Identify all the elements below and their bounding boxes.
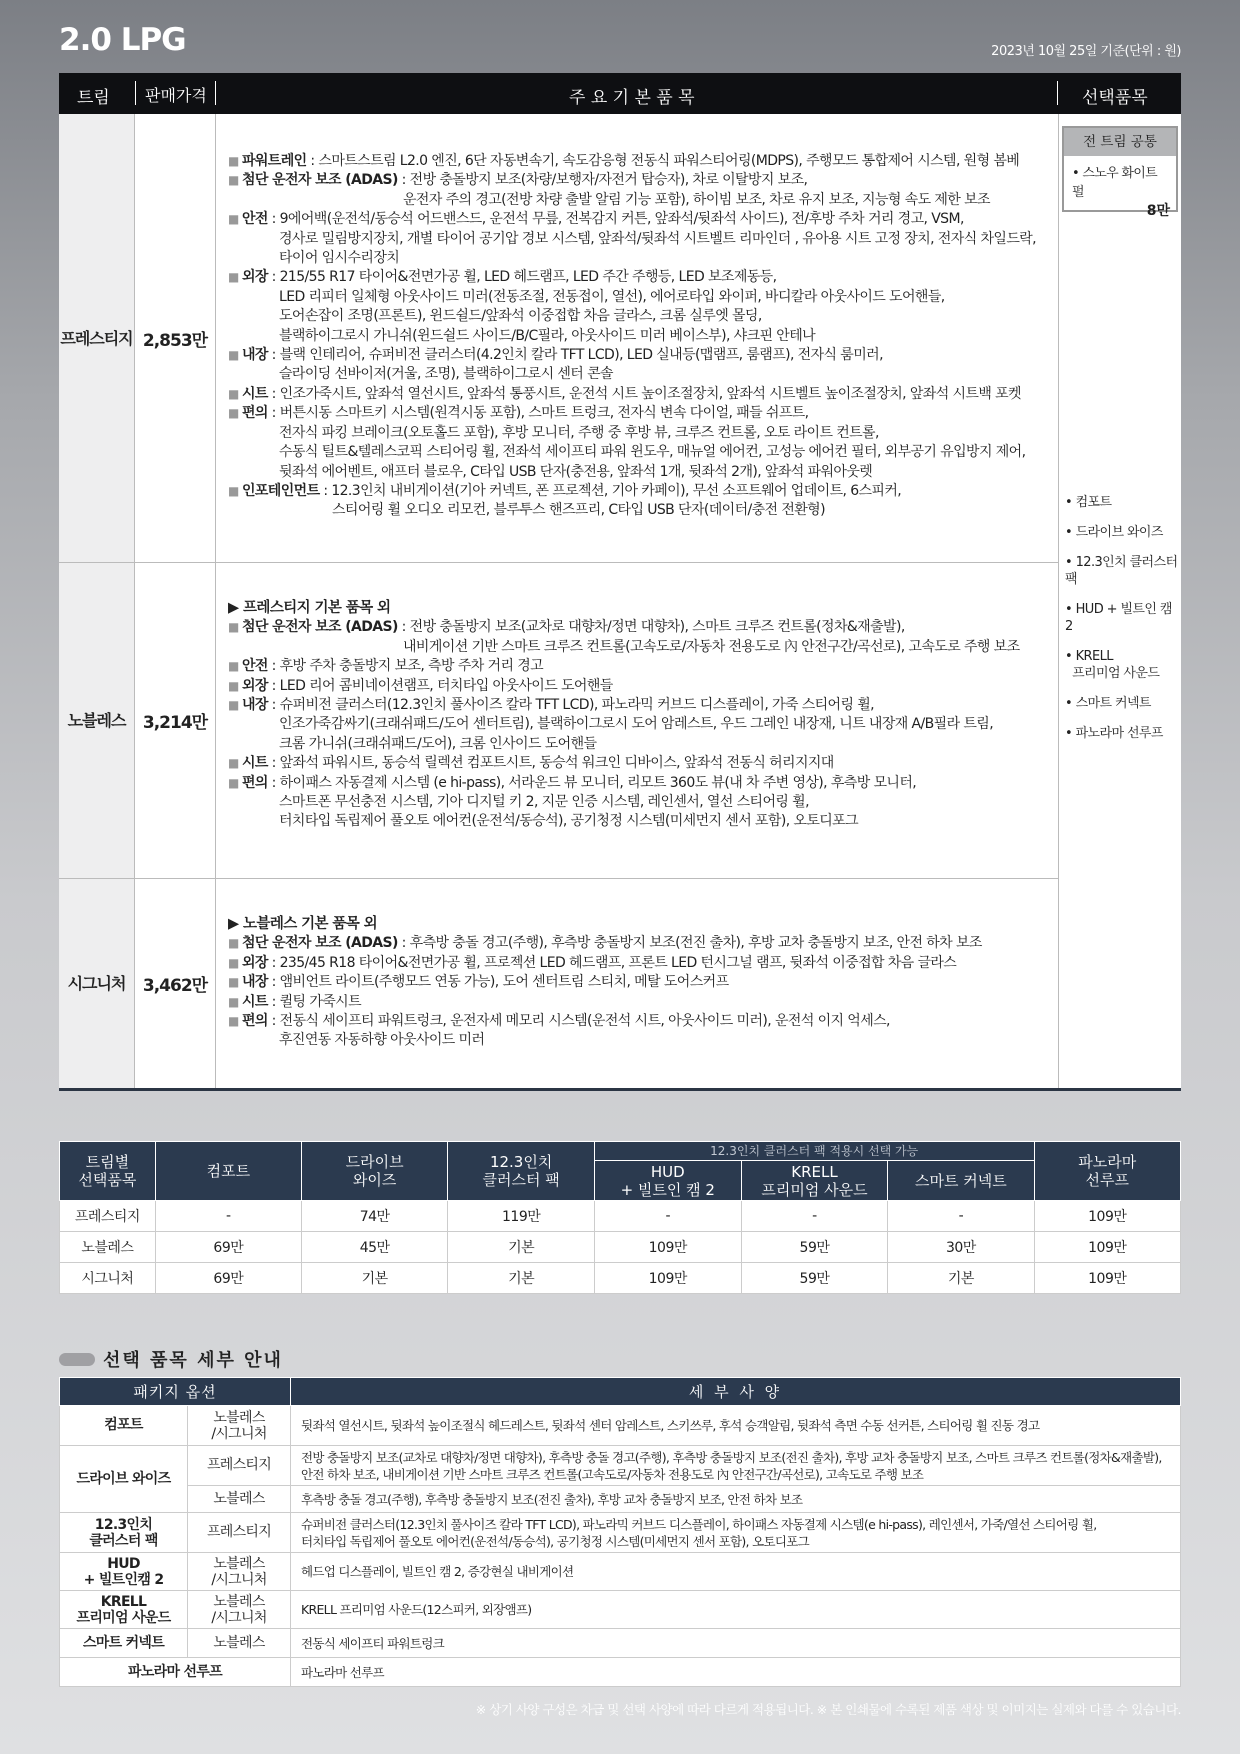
col-header-group: 12.3인치 클러스터 팩 적용시 선택 가능 <box>594 1142 1034 1161</box>
col-header-spec: 세 부 사 양 <box>291 1378 1181 1406</box>
cell: - <box>594 1201 741 1232</box>
table-row <box>60 1263 1181 1294</box>
package-desc: 슈퍼비전 클러스터(12.3인치 풀사이즈 칼라 TFT LCD), 파노라믹 커브드 디스플레이, 하이패스 자동결제 시스템(e hi-pass), 레인센서, 가죽/열선 스티어링 휠, 터치타입 독립제어 풀오토 에어컨(운전석/동승석), 공기청정 시스템(미세먼지 센서 포함), 오토디포그 <box>291 1513 1181 1553</box>
bullet-square-icon: ■ <box>228 1014 242 1029</box>
feature-category: 내장 <box>241 347 268 364</box>
feature-line <box>228 346 1052 365</box>
trim-name: 노블레스 <box>67 711 126 730</box>
feature-text: 블랙하이그로시 가니쉬(윈드쉴드 사이드/B/C필라, 아웃사이드 미러 베이스부), 샤크핀 안테나 <box>279 327 816 344</box>
option-item: • 컴포트 <box>1065 495 1112 510</box>
cell: 59만 <box>741 1263 888 1294</box>
feature-line <box>228 501 1052 520</box>
feature-text: : 하이패스 자동결제 시스템 (e hi-pass), 서라운드 뷰 모니터, 리모트 360도 뷰(내 차 주변 영상), 후측방 모니터, <box>267 774 917 791</box>
table-row <box>60 1486 1181 1513</box>
feature-text: : 후방 주차 충돌방지 보조, 측방 주차 거리 경고 <box>267 658 544 675</box>
option-column <box>1059 114 1181 1088</box>
package-trim: 노블레스 /시그니처 <box>188 1406 291 1446</box>
bullet-square-icon: ■ <box>228 173 242 188</box>
feature-category: 편의 <box>241 1013 268 1030</box>
cell: 109만 <box>1034 1232 1181 1263</box>
feature-text: 스마트폰 무선충전 시스템, 기아 디지털 키 2, 지문 인증 시스템, 레인센서, 열선 스티어링 휠, <box>279 794 809 811</box>
col-header-sunroof: 파노라마 선루프 <box>1034 1142 1181 1201</box>
option-item: • KRELL 프리미엄 사운드 <box>1065 649 1160 681</box>
feature-list <box>228 152 1052 521</box>
feature-category: 안전 <box>241 211 268 228</box>
package-name: 드라이브 와이즈 <box>60 1446 188 1513</box>
feature-line <box>228 307 1052 326</box>
feature-line <box>228 638 1052 657</box>
feature-text: : LED 리어 콤비네이션램프, 터치타입 아웃사이드 도어핸들 <box>267 677 613 694</box>
feature-line <box>228 327 1052 346</box>
feature-text: : 스마트스트림 L2.0 엔진, 6단 자동변속기, 속도감응형 전동식 파워스티어링(MDPS), 주행모드 통합제어 시스템, 원형 봄베 <box>306 153 1020 169</box>
spec-table-header <box>59 73 1181 114</box>
bullet-square-icon: ■ <box>228 975 242 990</box>
bullet-square-icon: ■ <box>228 936 242 951</box>
feature-text: : 블랙 인테리어, 슈퍼비전 클러스터(4.2인치 칼라 TFT LCD), LED 실내등(맵램프, 룸램프), 전자식 룸미러, <box>267 347 883 364</box>
feature-line <box>228 171 1052 190</box>
package-desc: 파노라마 선루프 <box>291 1658 1181 1687</box>
table-row <box>60 1591 1181 1629</box>
feature-line <box>228 934 1052 953</box>
feature-cell <box>216 114 1059 562</box>
feature-line <box>228 993 1052 1012</box>
feature-line <box>228 288 1052 307</box>
feature-line <box>228 443 1052 462</box>
feature-category: 시트 <box>241 385 268 402</box>
option-price-table <box>59 1141 1181 1294</box>
option-list <box>1065 494 1181 755</box>
feature-text: 인조가죽감싸기(크래쉬패드/도어 센터트림), 블랙하이그로시 도어 암레스트, 우드 그레인 내장재, 니트 내장재 A/B필라 트림, <box>279 716 994 733</box>
feature-text: : 인조가죽시트, 앞좌석 열선시트, 앞좌석 통풍시트, 운전석 시트 높이조절장치, 앞좌석 시트벨트 높이조절장치, 앞좌석 시트백 포켓 <box>267 385 1021 402</box>
feature-text: : 235/45 R18 타이어&전면가공 휠, 프로젝션 LED 헤드램프, 프론트 LED 턴시그널 램프, 뒷좌석 이중접합 차음 글라스 <box>267 954 957 971</box>
feature-text: : 버튼시동 스마트키 시스템(원격시동 포함), 스마트 트렁크, 전자식 변속 다이얼, 패들 쉬프트, <box>267 405 809 422</box>
feature-text: 뒷좌석 에어벤트, 애프터 블로우, C타입 USB 단자(충전용, 앞좌석 1개, 뒷좌석 2개), 앞좌석 파워아웃렛 <box>279 463 873 480</box>
feature-category: 편의 <box>241 774 268 791</box>
feature-heading: ▶ 프레스티지 기본 품목 외 <box>228 600 391 616</box>
feature-category: 시트 <box>241 755 268 772</box>
feature-line <box>228 1031 1052 1050</box>
feature-category: 첨단 운전자 보조 (ADAS) <box>241 935 398 952</box>
feature-text: : 앞좌석 파워시트, 동승석 릴렉션 컴포트시트, 동승석 워크인 디바이스, 앞좌석 전동식 허리지지대 <box>267 755 834 772</box>
cell: 109만 <box>1034 1201 1181 1232</box>
common-option-box <box>1062 126 1178 219</box>
feature-line <box>228 812 1052 831</box>
package-trim: 프레스티지 <box>188 1446 291 1486</box>
bullet-square-icon: ■ <box>228 154 242 168</box>
feature-text: : 앰비언트 라이트(주행모드 연동 가능), 도어 센터트림 스티치, 메탈 도어스커프 <box>267 974 729 991</box>
feature-line <box>228 210 1052 229</box>
bullet-square-icon: ■ <box>228 483 242 498</box>
cell: 109만 <box>594 1263 741 1294</box>
feature-text: : 전동식 세이프티 파워트렁크, 운전자세 메모리 시스템(운전석 시트, 아웃사이드 미러), 운전석 이지 억세스, <box>267 1013 890 1030</box>
cell: 프레스티지 <box>60 1201 156 1232</box>
feature-line <box>228 793 1052 812</box>
table-row <box>60 1658 1181 1687</box>
col-header-trim: 트림별 선택품목 <box>60 1142 156 1201</box>
cell: 69만 <box>155 1232 301 1263</box>
package-desc: 뒷좌석 열선시트, 뒷좌석 높이조절식 헤드레스트, 뒷좌석 센터 암레스트, 스키쓰루, 후석 승객알림, 뒷좌석 측면 수동 선커튼, 스티어링 휠 진동 경고 <box>291 1406 1181 1446</box>
feature-category: 내장 <box>241 697 268 714</box>
common-option-header: 전 트림 공통 <box>1064 128 1176 156</box>
feature-text: LED 리피터 일체형 아웃사이드 미러(전동조절, 전동접이, 열선), 에어로타입 와이퍼, 바디칼라 아웃사이드 도어핸들, <box>279 288 945 305</box>
col-header-package: 패키지 옵션 <box>60 1378 291 1406</box>
feature-heading: ▶ 노블레스 기본 품목 외 <box>228 916 378 932</box>
bullet-square-icon: ■ <box>228 386 242 401</box>
feature-text: 수동식 틸트&텔레스코픽 스티어링 휠, 전좌석 세이프티 파워 윈도우, 매뉴얼 에어컨, 고성능 에어컨 필터, 외부공기 유입방지 제어, <box>279 444 1026 461</box>
option-item: • 스마트 커넥트 <box>1065 696 1151 711</box>
bullet-square-icon: ■ <box>228 775 242 790</box>
feature-text: 경사로 밀림방지장치, 개별 타이어 공기압 경보 시스템, 앞좌석/뒷좌석 시트벨트 리마인더 , 유아용 시트 고정 장치, 전자식 차일드락, <box>279 230 1037 247</box>
package-name: HUD + 빌트인캠 2 <box>60 1553 188 1591</box>
trim-cell <box>59 879 135 1088</box>
col-header-cluster-pack: 12.3인치 클러스터 팩 <box>448 1142 595 1201</box>
feature-text: 후진연동 자동하향 아웃사이드 미러 <box>279 1032 485 1049</box>
cell: 74만 <box>301 1201 447 1232</box>
feature-text: : 전방 충돌방지 보조(차량/보행자/자전거 탑승자), 차로 이탈방지 보조, <box>397 172 808 189</box>
cell: 기본 <box>448 1263 595 1294</box>
feature-text: 전자식 파킹 브레이크(오토홀드 포함), 후방 모니터, 주행 중 후방 뷰, 크루즈 컨트롤, 오토 라이트 컨트롤, <box>279 424 879 441</box>
feature-line <box>228 735 1052 754</box>
option-item: • 12.3인치 클러스터 팩 <box>1065 555 1178 587</box>
trim-cell <box>59 114 135 562</box>
feature-text: : 215/55 R17 타이어&전면가공 휠, LED 헤드램프, LED 주간 주행등, LED 보조제동등, <box>267 269 777 286</box>
cell: 기본 <box>448 1232 595 1263</box>
package-name: KRELL 프리미엄 사운드 <box>60 1591 188 1629</box>
bullet-square-icon: ■ <box>228 678 242 693</box>
feature-line <box>228 973 1052 992</box>
cell: 시그니처 <box>60 1263 156 1294</box>
option-item: • HUD + 빌트인 캠 2 <box>1065 602 1172 634</box>
bullet-square-icon: ■ <box>228 406 242 421</box>
package-name: 파노라마 선루프 <box>60 1658 291 1687</box>
option-item: • 드라이브 와이즈 <box>1065 525 1163 540</box>
feature-line <box>228 618 1052 637</box>
option-item: • 파노라마 선루프 <box>1065 726 1163 741</box>
cell: - <box>888 1201 1034 1232</box>
feature-text: 내비게이션 기반 스마트 크루즈 컨트롤(고속도로/자동차 전용도로 內 안전구간/곡선로), 고속도로 주행 보조 <box>403 638 1020 655</box>
bullet-square-icon: ■ <box>228 955 242 970</box>
package-trim: 노블레스 <box>188 1629 291 1658</box>
cell: 109만 <box>1034 1263 1181 1294</box>
package-trim: 노블레스 /시그니처 <box>188 1553 291 1591</box>
feature-line <box>228 191 1052 210</box>
table-row <box>60 1232 1181 1263</box>
cell: 기본 <box>301 1263 447 1294</box>
feature-category: 외장 <box>241 954 268 971</box>
feature-line <box>228 657 1052 676</box>
trim-cell <box>59 563 135 878</box>
feature-line <box>228 754 1052 773</box>
feature-line <box>228 268 1052 287</box>
section-bar <box>59 1353 95 1366</box>
header-price: 판매가격 <box>145 86 207 105</box>
feature-text: : 9에어백(운전석/동승석 어드밴스드, 운전석 무릎, 전복감지 커튼, 앞좌석/뒷좌석 사이드), 전/후방 주차 거리 경고, VSM, <box>267 211 964 228</box>
bullet-square-icon: ■ <box>228 756 242 771</box>
col-header-hud: HUD + 빌트인 캠 2 <box>594 1161 741 1201</box>
table-row <box>60 1513 1181 1553</box>
package-name: 12.3인치 클러스터 팩 <box>60 1513 188 1553</box>
bullet-square-icon: ■ <box>228 994 242 1009</box>
feature-category: 편의 <box>241 405 268 422</box>
trim-name: 시그니처 <box>67 974 126 993</box>
cell: 노블레스 <box>60 1232 156 1263</box>
common-option-price: 8만 <box>1146 203 1170 219</box>
feature-line <box>228 715 1052 734</box>
bullet-square-icon: ■ <box>228 659 242 674</box>
feature-text: 도어손잡이 조명(프론트), 윈드쉴드/앞좌석 이중접합 차음 글라스, 크롬 실루엣 몰딩, <box>279 308 762 325</box>
cell: - <box>155 1201 301 1232</box>
col-header-krell: KRELL 프리미엄 사운드 <box>741 1161 888 1201</box>
page-title: 2.0 LPG <box>59 22 186 58</box>
feature-line <box>228 774 1052 793</box>
feature-text: : 슈퍼비전 클러스터(12.3인치 풀사이즈 칼라 TFT LCD), 파노라믹 커브드 디스플레이, 가죽 스티어링 휠, <box>267 697 875 714</box>
price-cell <box>135 114 216 562</box>
feature-line <box>228 463 1052 482</box>
header-divider <box>215 81 216 105</box>
feature-list <box>228 599 1052 832</box>
package-desc: 후측방 충돌 경고(주행), 후측방 충돌방지 보조(전진 출차), 후방 교차 충돌방지 보조, 안전 하차 보조 <box>291 1486 1181 1513</box>
package-name: 컴포트 <box>60 1406 188 1446</box>
cell: 45만 <box>301 1232 447 1263</box>
feature-line <box>228 954 1052 973</box>
bullet-square-icon: ■ <box>228 348 242 363</box>
col-header-drive-wise: 드라이브 와이즈 <box>301 1142 447 1201</box>
bullet-square-icon: ■ <box>228 620 242 635</box>
feature-cell <box>216 879 1059 1088</box>
bullet-square-icon: ■ <box>228 698 242 713</box>
trim-price: 3,462만 <box>142 976 208 996</box>
feature-cell <box>216 563 1059 878</box>
feature-category: 외장 <box>241 677 268 694</box>
cell: 30만 <box>888 1232 1034 1263</box>
spec-table-body <box>59 114 1181 1088</box>
header-divider <box>1057 81 1058 105</box>
feature-text: 크롬 가니쉬(크래쉬패드/도어), 크롬 인사이드 도어핸들 <box>279 735 597 752</box>
package-trim: 프레스티지 <box>188 1513 291 1553</box>
feature-line <box>228 249 1052 268</box>
feature-category: 첨단 운전자 보조 (ADAS) <box>241 619 398 636</box>
feature-text: 타이어 임시수리장치 <box>279 250 400 267</box>
table-row <box>60 1446 1181 1486</box>
price-cell <box>135 879 216 1088</box>
price-sheet <box>59 0 1181 1754</box>
footnote: ※ 상기 사양 구성은 차급 및 선택 사양에 따라 다르게 적용됩니다. ※ 본 인쇄물에 수록된 제품 색상 및 이미지는 실제와 다를 수 있습니다. <box>475 1702 1181 1717</box>
feature-line <box>228 1012 1052 1031</box>
header-options: 선택품목 <box>1082 88 1148 108</box>
header-trim: 트림 <box>77 88 110 108</box>
feature-text: : 12.3인치 내비게이션(기아 커넥트, 폰 프로젝션, 기아 카페이), 무선 소프트웨어 업데이트, 6스피커, <box>319 482 902 499</box>
spec-table <box>59 73 1181 1088</box>
feature-line <box>228 424 1052 443</box>
table-row <box>60 1406 1181 1446</box>
cell: 69만 <box>155 1263 301 1294</box>
package-name: 스마트 커넥트 <box>60 1629 188 1658</box>
cell: 기본 <box>888 1263 1034 1294</box>
cell: - <box>741 1201 888 1232</box>
trim-price: 3,214만 <box>142 713 208 733</box>
feature-category: 외장 <box>241 269 268 286</box>
date-note: 2023년 10월 25일 기준(단위 : 원) <box>991 44 1181 59</box>
feature-category: 파워트레인 <box>241 153 307 169</box>
bullet-square-icon: ■ <box>228 270 242 285</box>
trim-name: 프레스티지 <box>60 329 133 348</box>
table-row <box>60 1629 1181 1658</box>
package-trim: 노블레스 /시그니처 <box>188 1591 291 1629</box>
feature-category: 내장 <box>241 974 268 991</box>
bullet-square-icon: ■ <box>228 212 242 227</box>
feature-line <box>228 385 1052 404</box>
col-header-smart-connect: 스마트 커넥트 <box>888 1161 1034 1201</box>
feature-text: : 전방 충돌방지 보조(교차로 대향차/정면 대향차), 스마트 크루즈 컨트롤(정차&재출발), <box>397 619 905 636</box>
option-detail-table <box>59 1377 1181 1687</box>
feature-line <box>228 152 1052 171</box>
table-bottom-rule <box>59 1088 1181 1091</box>
table-row <box>60 1553 1181 1591</box>
col-header-comfort: 컴포트 <box>155 1142 301 1201</box>
feature-category: 인포테인먼트 <box>241 482 320 499</box>
feature-text: 슬라이딩 선바이저(거울, 조명), 블랙하이그로시 센터 콘솔 <box>279 366 613 383</box>
feature-category: 시트 <box>241 993 268 1010</box>
feature-category: 첨단 운전자 보조 (ADAS) <box>241 172 398 189</box>
feature-line <box>228 677 1052 696</box>
feature-text: : 퀼팅 가죽시트 <box>267 993 362 1010</box>
package-desc: 전방 충돌방지 보조(교차로 대향차/정면 대향차), 후측방 충돌 경고(주행), 후측방 충돌방지 보조(전진 출차), 후방 교차 충돌방지 보조, 스마트 크루즈 컨트롤(정차&재출발), 안전 하차 보조, 내비게이션 기반 스마트 크루즈 컨트롤(고속도로/자동차 전용도로 內 안전구간/곡선로), 고속도로 주행 보조 <box>291 1446 1181 1486</box>
table-row <box>60 1201 1181 1232</box>
section-title-text: 선택 품목 세부 안내 <box>103 1350 283 1371</box>
header-basic: 주 요 기 본 품 목 <box>569 88 695 108</box>
feature-line <box>228 482 1052 501</box>
cell: 119만 <box>448 1201 595 1232</box>
feature-line <box>228 696 1052 715</box>
feature-text: 터치타입 독립제어 풀오토 에어컨(운전석/동승석), 공기청정 시스템(미세먼지 센서 포함), 오토디포그 <box>279 813 859 830</box>
feature-line <box>228 230 1052 249</box>
price-cell <box>135 563 216 878</box>
package-desc: KRELL 프리미엄 사운드(12스피커, 외장앰프) <box>291 1591 1181 1629</box>
trim-price: 2,853만 <box>142 331 208 351</box>
package-trim: 노블레스 <box>188 1486 291 1513</box>
cell: 109만 <box>594 1232 741 1263</box>
feature-list <box>228 915 1052 1051</box>
feature-text: 운전자 주의 경고(전방 차량 출발 알림 기능 포함), 하이빔 보조, 차로 유지 보조, 지능형 속도 제한 보조 <box>403 191 990 208</box>
cell: 59만 <box>741 1232 888 1263</box>
common-option-item: • 스노우 화이트 펄 <box>1072 166 1157 200</box>
feature-category: 안전 <box>241 658 268 675</box>
package-desc: 헤드업 디스플레이, 빌트인 캠 2, 증강현실 내비게이션 <box>291 1553 1181 1591</box>
feature-line <box>228 404 1052 423</box>
feature-line <box>228 365 1052 384</box>
feature-text: 스티어링 휠 오디오 리모컨, 블루투스 핸즈프리, C타입 USB 단자(데이터/충전 전환형) <box>332 502 825 519</box>
package-desc: 전동식 세이프티 파워트렁크 <box>291 1629 1181 1658</box>
feature-text: : 후측방 충돌 경고(주행), 후측방 충돌방지 보조(전진 출차), 후방 교차 충돌방지 보조, 안전 하차 보조 <box>397 935 982 952</box>
header-divider <box>135 81 136 105</box>
